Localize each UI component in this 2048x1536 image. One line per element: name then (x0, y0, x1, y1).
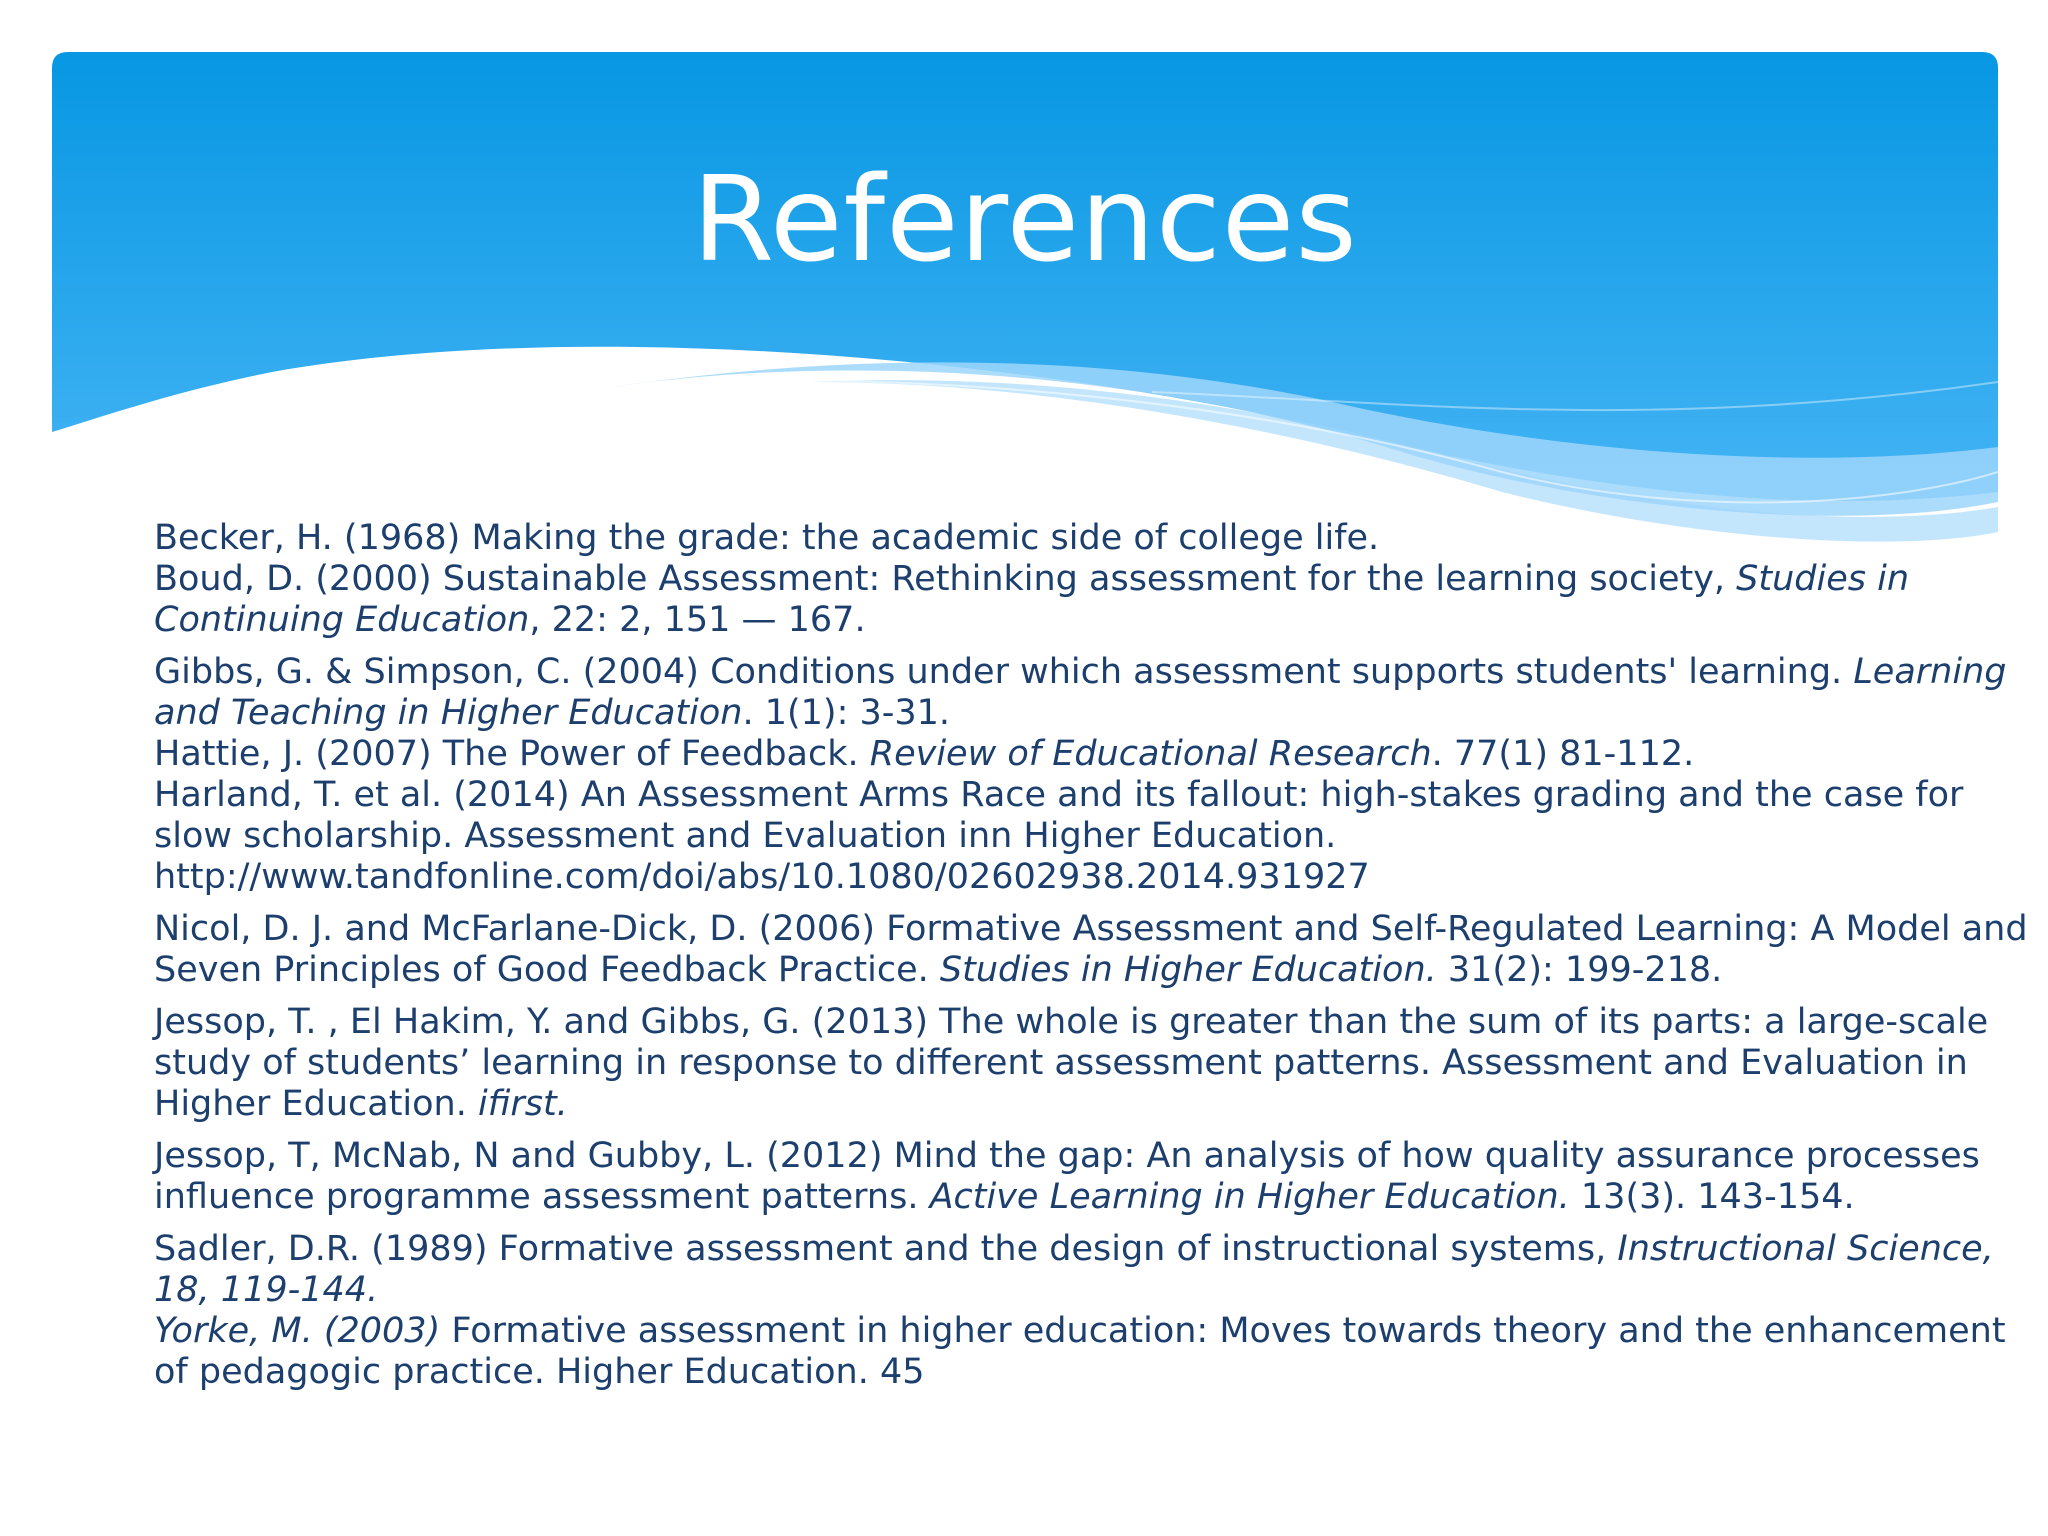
reference-entry (154, 652, 2034, 734)
reference-entry (154, 734, 2034, 775)
reference-italic-text: Studies in Higher Education. (939, 950, 1437, 990)
reference-text: 13(3). 143-154. (1569, 1177, 1855, 1217)
reference-italic-text: ifirst. (478, 1084, 568, 1124)
slide-title: References (692, 150, 1358, 288)
reference-entry (154, 559, 2034, 641)
reference-text: Hattie, J. (2007) The Power of Feedback. (154, 734, 870, 774)
reference-entry (154, 1229, 2034, 1311)
reference-italic-text: Yorke, M. (2003) (154, 1311, 441, 1351)
reference-entry (154, 775, 2034, 898)
reference-entry (154, 1136, 2034, 1218)
title-banner (52, 52, 1998, 572)
reference-text: Nicol, D. J. and McFarlane-Dick, D. (2006) Formative Assessment and Self-Regulated Learning: A Model and Seven Principles of Good Feedback Practice. (154, 909, 2028, 990)
reference-italic-text: Review of Educational Research (869, 734, 1432, 774)
reference-text: 31(2): 199-218. (1436, 950, 1723, 990)
reference-text: , 22: 2, 151 — 167. (529, 600, 866, 640)
wave-banner-graphic (52, 52, 1998, 572)
reference-text: Harland, T. et al. (2014) An Assessment Arms Race and its fallout: high-stakes grading and the case for slow scholarship. Assessment and Evaluation inn Higher Education. http://www.tandfonline.com/doi/abs/10.1080/02602938.2014.931927 (154, 775, 1964, 897)
reference-entry (154, 1311, 2034, 1393)
reference-text: Jessop, T, McNab, N and Gubby, L. (2012) Mind the gap: An analysis of how quality assurance processes influence programme assessment patterns. (154, 1136, 1980, 1217)
reference-text: . 1(1): 3-31. (742, 693, 951, 733)
reference-entry (154, 1002, 2034, 1125)
reference-text: . 77(1) 81-112. (1431, 734, 1695, 774)
reference-italic-text: Studies in Continuing Education (154, 559, 1910, 640)
reference-list (154, 518, 2034, 1393)
reference-text: Becker, H. (1968) Making the grade: the academic side of college life. (154, 518, 1380, 558)
reference-text: Jessop, T. , El Hakim, Y. and Gibbs, G. (2013) The whole is greater than the sum of its parts: a large-scale study of students’ learning in response to different assessment patterns. Assessment and Evaluation in Higher Education. (154, 1002, 1989, 1124)
reference-text: Formative assessment in higher education: Moves towards theory and the enhancement of pedagogic practice. Higher Education. 45 (154, 1311, 2006, 1392)
reference-text: Boud, D. (2000) Sustainable Assessment: Rethinking assessment for the learning society, (154, 559, 1737, 599)
reference-text: Sadler, D.R. (1989) Formative assessment and the design of instructional systems, (154, 1229, 1618, 1269)
reference-text: Gibbs, G. & Simpson, C. (2004) Conditions under which assessment supports students' learning. (154, 652, 1854, 692)
reference-entry (154, 518, 2034, 559)
reference-italic-text: Instructional Science, 18, 119-144. (154, 1229, 1994, 1310)
reference-italic-text: Learning and Teaching in Higher Education (154, 652, 2007, 733)
reference-italic-text: Active Learning in Higher Education. (929, 1177, 1570, 1217)
reference-entry (154, 909, 2034, 991)
